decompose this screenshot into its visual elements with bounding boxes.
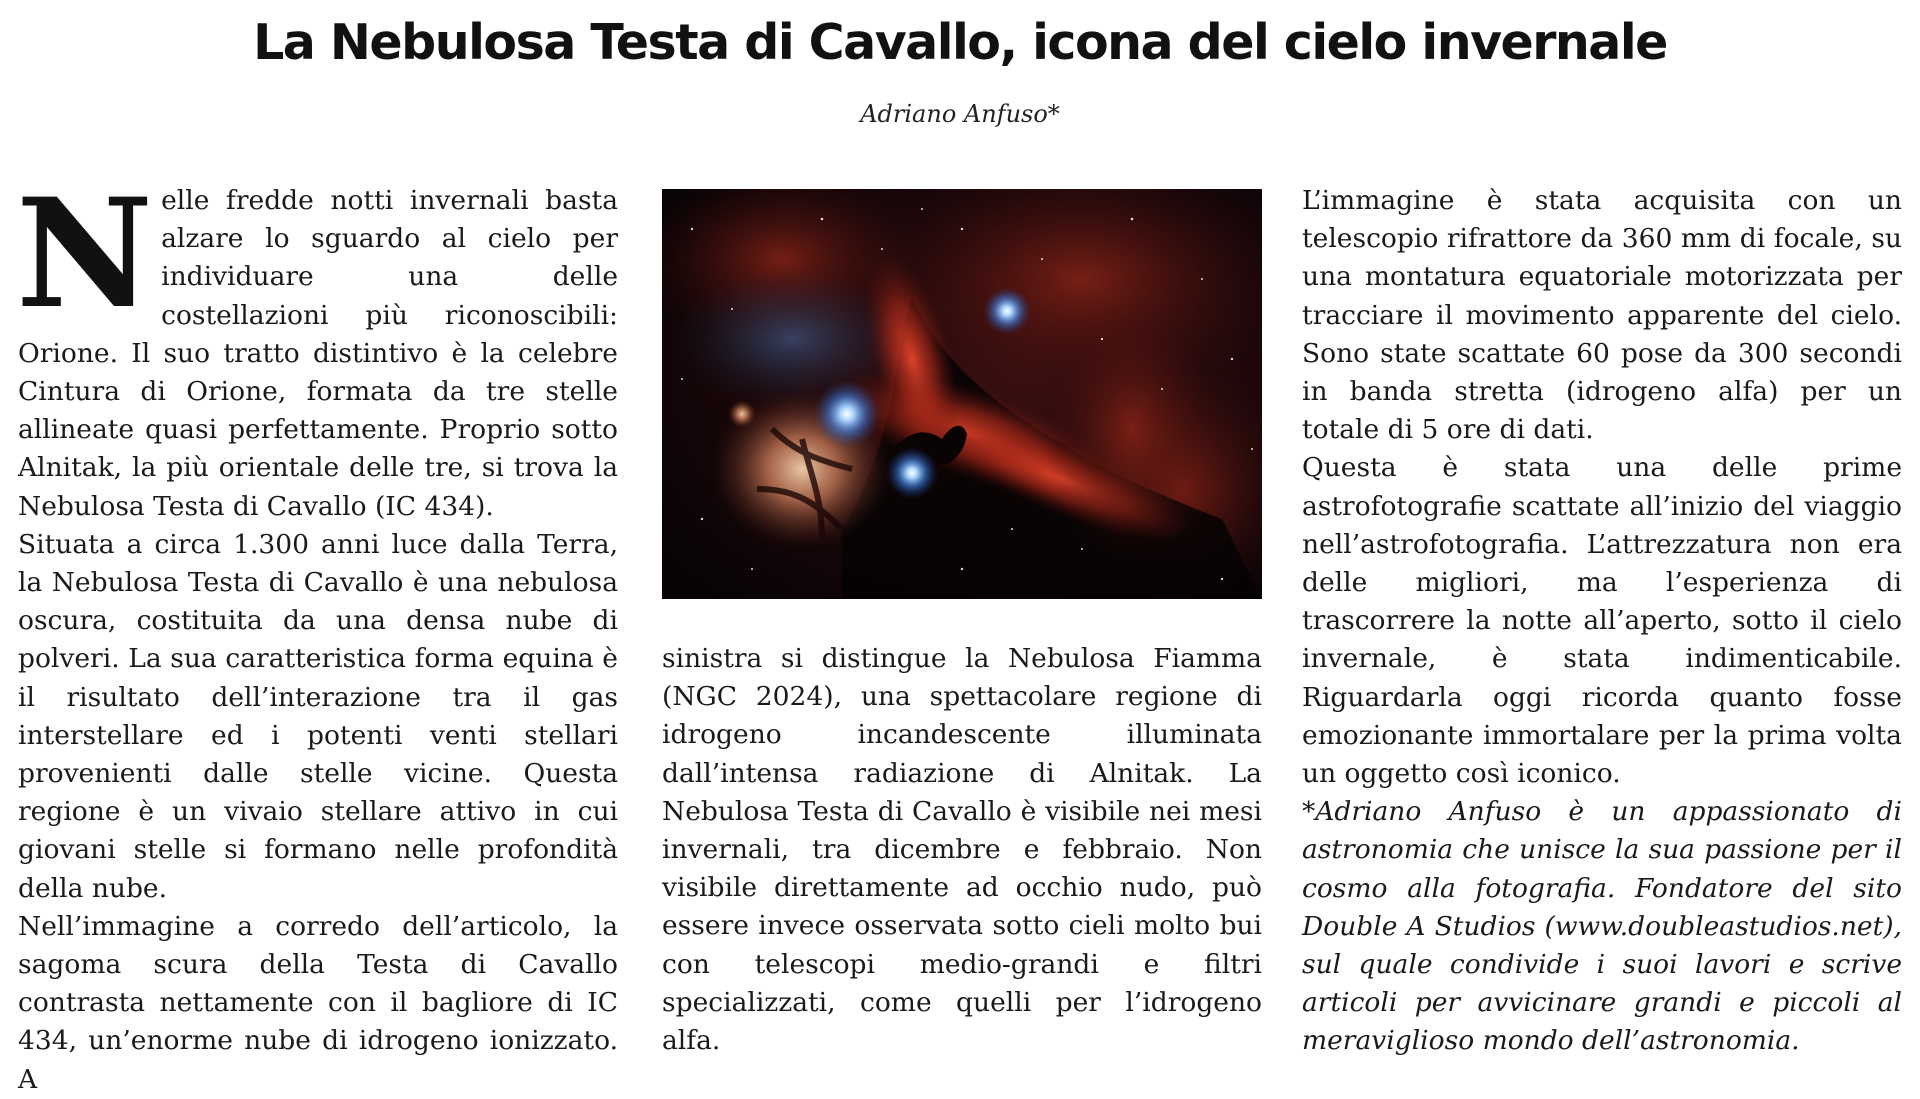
paragraph: Nell’immagine a corredo dell’articolo, la sagoma scura della Testa di Cavallo contrasta nettamente con il bagliore di IC 434, un’enorme nube di idrogeno ionizzato. A: [18, 910, 618, 1095]
nebula-photo: [662, 189, 1262, 599]
paragraph: sinistra si distingue la Nebulosa Fiamma (NGC 2024), una spettacolare regione di idrogeno incandescente illuminata dall’intensa radiazione di Alnitak. La Nebulosa Testa di Cavallo è visibile nei mesi invernali, tra dicembre e febbraio. Non visibile direttamente ad occhio nudo, può essere invece osservata sotto cieli molto bui con telescopi medio-grandi e filtri specializzati, come quelli per l’idrogeno alfa.: [662, 643, 1262, 1057]
paragraph: [16, 166, 618, 526]
horsehead-nebula-image: [662, 189, 1262, 599]
text-column-3: [1302, 182, 1902, 1061]
paragraph: Situata a circa 1.300 anni luce dalla Terra, la Nebulosa Testa di Cavallo è una nebulosa oscura, costituita da una densa nube di polveri. La sua caratteristica forma equina è il risultato dell’interazione tra il gas interstellare ed i potenti venti stellari provenienti dalle stelle vicine. Questa regione è un vivaio stellare attivo in cui giovani stelle si formano nelle profondità della nube.: [18, 528, 618, 904]
drop-cap: N: [16, 166, 154, 342]
article-title: La Nebulosa Testa di Cavallo, icona del cielo invernale: [253, 14, 1667, 71]
paragraph: L’immagine è stata acquisita con un telescopio rifrattore da 360 mm di focale, su una montatura equatoriale motorizzata per tracciare il movimento apparente del cielo. Sono state scattate 60 pose da 300 secondi in banda stretta (idrogeno alfa) per un totale di 5 ore di dati.: [1302, 185, 1902, 446]
author-byline: Adriano Anfuso*: [860, 100, 1060, 128]
paragraph: Questa è stata una delle prime astrofotografie scattate all’inizio del viaggio nell’astrofotografia. L’attrezzatura non era delle migliori, ma l’esperienza di trascorrere la notte all’aperto, sotto il cielo invernale, è stata indimenticabile. Riguardarla oggi ricorda quanto fosse emozionante immortalare per la prima volta un oggetto così iconico.: [1302, 452, 1902, 790]
author-bio: *Adriano Anfuso è un appassionato di astronomia che unisce la sua passione per il cosmo alla fotografia. Fondatore del sito Double A Studios (www.doubleastudios.net), sul quale condivide i suoi lavori e scrive articoli per avvicinare grandi e piccoli al meraviglioso mondo dell’astronomia.: [1302, 796, 1902, 1057]
paragraph-text: elle fredde notti invernali basta alzare lo sguardo al cielo per individuare una delle costellazioni più riconoscibili: Orione. Il suo tratto distintivo è la celebre Cintura di Orione, formata da tre stelle allineate quasi perfettamente. Proprio sotto Alnitak, la più orientale delle tre, si trova la Nebulosa Testa di Cavallo (IC 434).: [18, 185, 618, 522]
text-column-2: [662, 640, 1262, 1060]
text-column-1: [16, 166, 618, 1099]
